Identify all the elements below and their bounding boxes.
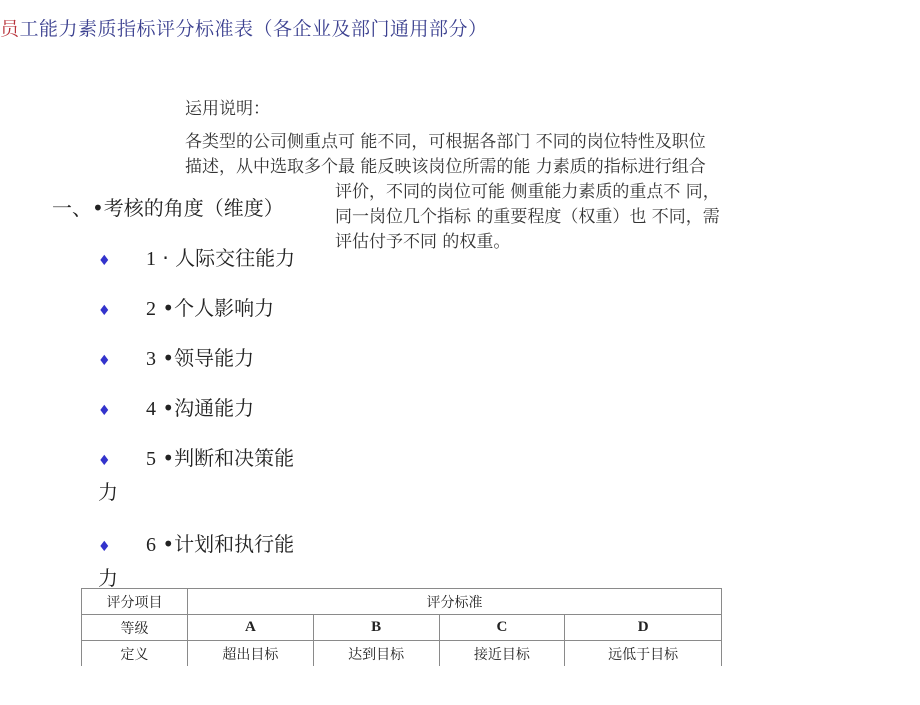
table-row [82, 615, 722, 641]
grade-cell: C [439, 615, 565, 641]
usage-line: 评估付予不同 的权重。 [335, 232, 511, 252]
item-label: 个人影响力 [174, 296, 275, 320]
item-separator: • [162, 532, 175, 556]
grade-cell: A [188, 615, 314, 641]
page-title-first-char: 员 [0, 18, 20, 40]
list-item [98, 392, 254, 421]
item-label: 人际交往能力 [175, 246, 296, 270]
item-number: 1 [146, 248, 156, 270]
item-label-continuation: 力 [98, 480, 118, 504]
item-number: 4 [146, 398, 156, 420]
list-item [98, 242, 295, 271]
definition-cell: 超出目标 [188, 641, 314, 667]
item-separator: · [162, 246, 169, 270]
usage-label: 运用说明： [185, 99, 270, 119]
diamond-bullet-icon: ♦ [98, 539, 111, 555]
diamond-bullet-icon: ♦ [98, 353, 111, 369]
list-item [98, 528, 295, 590]
usage-line: 各类型的公司侧重点可 能不同，可根据各部门 不同的岗位特性及职位 [185, 132, 706, 152]
item-number: 2 [146, 298, 156, 320]
section-heading: 一、•考核的角度（维度） [52, 196, 284, 220]
item-number: 3 [146, 348, 156, 370]
diamond-bullet-icon: ♦ [98, 403, 111, 419]
usage-line: 同一岗位几个指标 的重要程度（权重）也 不同，需 [335, 207, 720, 227]
usage-description-b [335, 180, 720, 255]
usage-line: 评价，不同的岗位可能 侧重能力素质的重点不 同， [335, 182, 720, 202]
table-header-item: 评分项目 [82, 589, 188, 615]
item-label: 沟通能力 [174, 396, 255, 420]
item-label: 判断和决策能 [174, 446, 295, 470]
scoring-table [81, 588, 722, 666]
diamond-bullet-icon: ♦ [98, 453, 111, 469]
usage-description-a [185, 130, 706, 180]
diamond-bullet-icon: ♦ [98, 303, 111, 319]
grade-cell: B [313, 615, 439, 641]
definition-label: 定义 [82, 641, 188, 667]
item-label: 计划和执行能 [174, 532, 295, 556]
item-separator: • [162, 296, 175, 320]
page-title [0, 14, 488, 41]
grade-label: 等级 [82, 615, 188, 641]
usage-line: 描述，从中选取多个最 能反映该岗位所需的能 力素质的指标进行组合 [185, 157, 706, 177]
grade-cell: D [565, 615, 722, 641]
definition-cell: 达到目标 [313, 641, 439, 667]
item-number: 5 [146, 448, 156, 470]
table-row [82, 589, 722, 615]
table-header-standard: 评分标准 [188, 589, 722, 615]
item-label: 领导能力 [174, 346, 255, 370]
table-row [82, 641, 722, 667]
definition-cell: 远低于目标 [565, 641, 722, 667]
list-item [98, 442, 295, 504]
item-separator: • [162, 346, 175, 370]
item-separator: • [162, 396, 175, 420]
item-separator: • [162, 446, 175, 470]
list-item [98, 342, 254, 371]
item-number: 6 [146, 534, 156, 556]
diamond-bullet-icon: ♦ [98, 253, 111, 269]
page-title-rest: 工能力素质指标评分标准表（各企业及部门通用部分） [19, 18, 488, 40]
definition-cell: 接近目标 [439, 641, 565, 667]
list-item [98, 292, 274, 321]
item-label-continuation: 力 [98, 566, 118, 590]
